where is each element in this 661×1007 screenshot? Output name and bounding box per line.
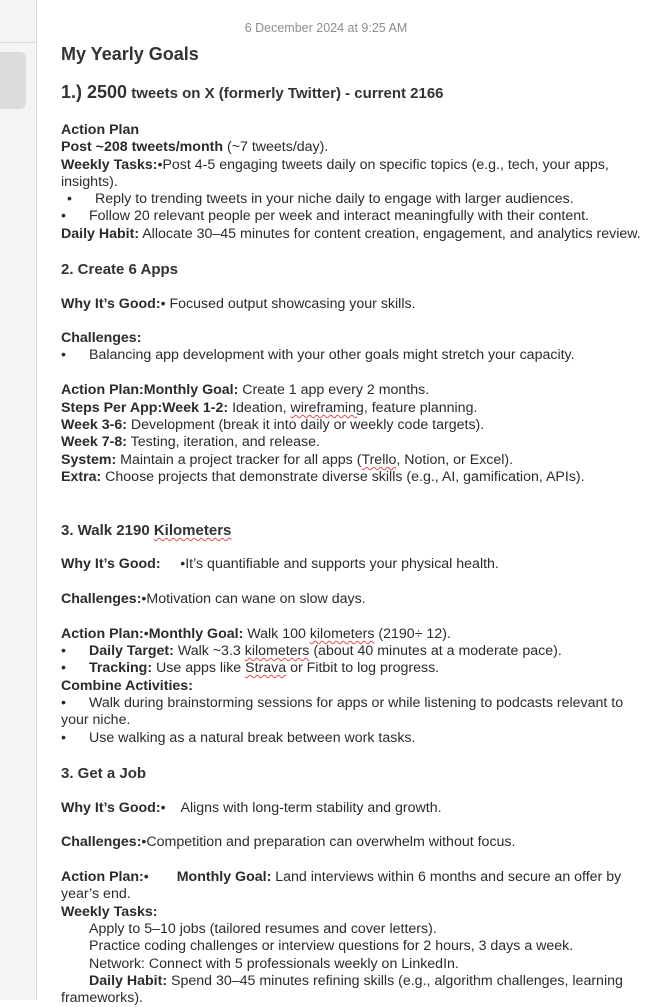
goal3-tracking: • Tracking: Use apps like Strava or Fitbit to log progress. <box>61 660 440 676</box>
goal2-heading: 2. Create 6 Apps <box>61 261 178 278</box>
goal4-why: Why It’s Good:• Aligns with long-term stability and growth. <box>61 800 442 816</box>
goal2-system: System: Maintain a project tracker for all apps (Trello, Notion, or Excel). <box>61 452 514 468</box>
goal2-challenges-label: Challenges: <box>61 330 142 346</box>
goal2-why: Why It’s Good:• Focused output showcasing your skills. <box>61 296 416 312</box>
sidebar-divider <box>0 42 36 43</box>
goal3-why: Why It’s Good: •It’s quantifiable and supports your physical health. <box>61 556 499 572</box>
goal4-daily-cont: frameworks). <box>61 990 143 1006</box>
goal4-action-cont: year’s end. <box>61 886 131 902</box>
goal3-combine-1: • Walk during brainstorming sessions for apps or while listening to podcasts relevant to <box>61 695 624 711</box>
goal4-daily: Daily Habit: Spend 30–45 minutes refining skills (e.g., algorithm challenges, learning <box>89 973 623 989</box>
goal2-challenge-1: • Balancing app development with your other goals might stretch your capacity. <box>61 347 575 363</box>
goal1-bullet-follow: • Follow 20 relevant people per week and interact meaningfully with their content. <box>61 208 589 224</box>
goal3-combine-label: Combine Activities: <box>61 678 193 694</box>
sidebar-selected-note[interactable] <box>0 52 26 109</box>
goal3-daily: • Daily Target: Walk ~3.3 kilometers (about 40 minutes at a moderate pace). <box>61 643 562 659</box>
goal3-action: Action Plan:•Monthly Goal: Walk 100 kilometers (2190÷ 12). <box>61 626 451 642</box>
goal2-week78: Week 7-8: Testing, iteration, and release. <box>61 434 320 450</box>
goal1-bullet-reply: • Reply to trending tweets in your niche daily to engage with larger audiences. <box>67 191 574 207</box>
note-timestamp: 6 December 2024 at 9:25 AM <box>244 21 408 35</box>
goal1-post: Post ~208 tweets/month (~7 tweets/day). <box>61 139 329 155</box>
goal4-task-2: Practice coding challenges or interview questions for 2 hours, 3 days a week. <box>89 938 574 954</box>
goal3-combine-1-cont: your niche. <box>61 712 131 728</box>
goal2-action: Action Plan:Monthly Goal: Create 1 app every 2 months. <box>61 382 430 398</box>
goal4-action: Action Plan:• Monthly Goal: Land interviews within 6 months and secure an offer by <box>61 869 622 885</box>
goal1-weekly-cont: insights). <box>61 174 118 190</box>
notes-sidebar <box>0 0 37 1000</box>
note-title: My Yearly Goals <box>61 44 199 64</box>
goal4-task-3: Network: Connect with 5 professionals weekly on LinkedIn. <box>89 956 459 972</box>
goal3-combine-2: • Use walking as a natural break between work tasks. <box>61 730 416 746</box>
goal2-week36: Week 3-6: Development (break it into daily or weekly code targets). <box>61 417 485 433</box>
goal2-steps: Steps Per App:Week 1-2: Ideation, wireframing, feature planning. <box>61 400 478 416</box>
goal1-weekly: Weekly Tasks:•Post 4-5 engaging tweets daily on specific topics (e.g., tech, your apps, <box>61 157 609 173</box>
goal1-action-plan: Action Plan <box>61 122 140 138</box>
goal3-challenges: Challenges:•Motivation can wane on slow days. <box>61 591 366 607</box>
goal4-heading: 3. Get a Job <box>61 765 147 782</box>
goal3-heading: 3. Walk 2190 Kilometers <box>61 522 232 539</box>
goal4-challenges: Challenges:•Competition and preparation can overwhelm without focus. <box>61 834 516 850</box>
goal4-weekly-label: Weekly Tasks: <box>61 904 158 920</box>
goal1-daily: Daily Habit: Allocate 30–45 minutes for content creation, engagement, and analytics review. <box>61 226 641 242</box>
goal4-task-1: Apply to 5–10 jobs (tailored resumes and cover letters). <box>89 921 437 937</box>
goal2-extra: Extra: Choose projects that demonstrate diverse skills (e.g., AI, gamification, APIs). <box>61 469 585 485</box>
goal1-heading: 1.) 2500 tweets on X (formerly Twitter) - current 2166 <box>61 82 444 102</box>
